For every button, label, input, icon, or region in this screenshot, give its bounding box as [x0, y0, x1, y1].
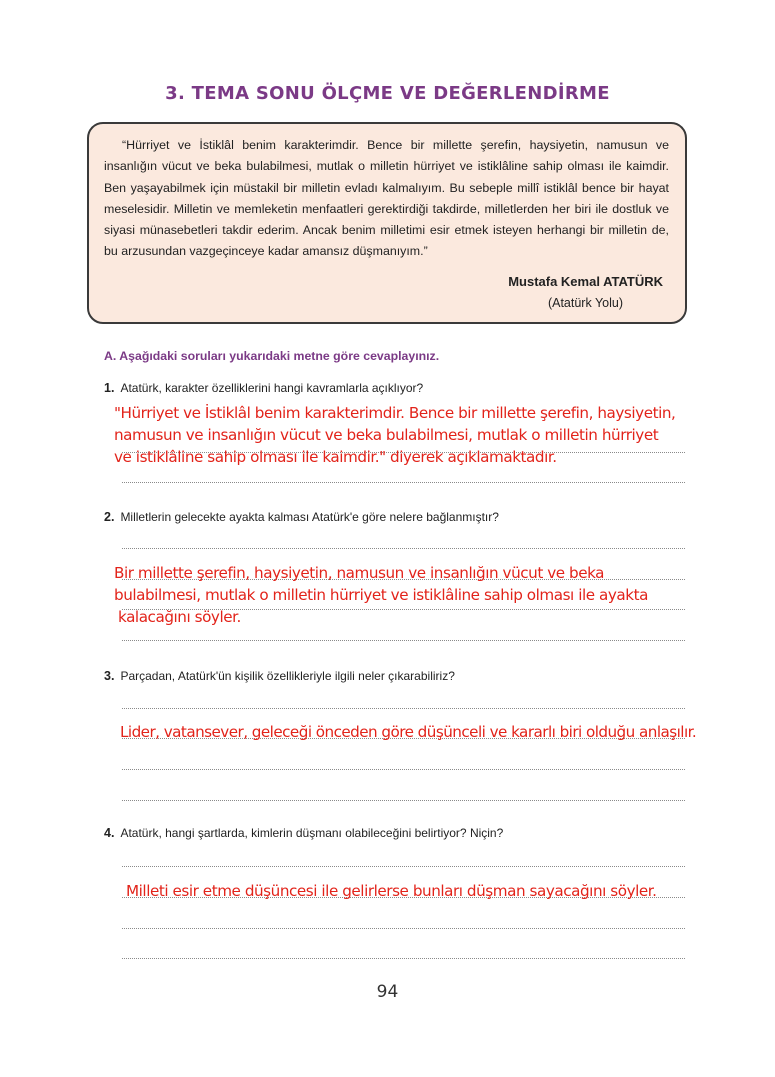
- section-heading: A. Aşağıdaki soruları yukarıdaki metne göre cevaplayınız.: [104, 349, 440, 363]
- quote-text: “Hürriyet ve İstiklâl benim karakterimdir. Bence bir millette şerefin, haysiyetin, namusun ve insanlığın vücut ve beka bulabilmesi, mutlak o milletin hürriyet ve istiklâline sahip olması ile kaimdir. Ben yaşayabilmek için müstakil bir milletin evladı kalmalıyım. Bu sebeple millî istiklâl bence bir hayat meselesidir. Milletin ve memleketin menfaatleri gerektirdiği takdirde, milletlerden her biri ile dostluk ve siyasi münasebetleri takdir ederim. Ancak benim milletimi esir etmek isteyen herhangi bir milletin de, bu arzusundan vazgeçinceye kadar amansız düşmanıyım.”: [104, 138, 669, 259]
- answer-line[interactable]: [122, 548, 685, 549]
- answer-line[interactable]: [122, 958, 685, 959]
- quote-box: [87, 122, 687, 324]
- question-number: 2.: [104, 510, 115, 524]
- answer-1: [114, 402, 675, 468]
- answer-line[interactable]: [122, 640, 685, 641]
- answer-line[interactable]: [122, 800, 685, 801]
- page-number: 94: [376, 982, 399, 1002]
- question-text: Milletlerin gelecekte ayakta kalması Atatürk'e göre nelere bağlanmıştır?: [120, 510, 499, 524]
- answer-3: [120, 721, 696, 743]
- question-text: Atatürk, hangi şartlarda, kimlerin düşmanı olabileceğini belirtiyor? Niçin?: [120, 826, 504, 840]
- quote-source: (Atatürk Yolu): [547, 296, 623, 310]
- answer-line-text: Milleti esir etme düşüncesi ile gelirlerse bunları düşman sayacağını söyler.: [126, 882, 657, 900]
- answer-line-text: Bir millette şerefin, haysiyetin, namusun ve insanlığın vücut ve beka: [114, 564, 605, 582]
- answer-line-text: Lider, vatansever, geleceği önceden göre düşünceli ve kararlı biri olduğu anlaşılır.: [120, 723, 697, 741]
- question-4: [104, 826, 503, 840]
- question-2: [104, 510, 499, 524]
- answer-line-text: "Hürriyet ve İstiklâl benim karakterimdir. Bence bir millette şerefin, haysiyetin,: [114, 404, 676, 422]
- quote-author: Mustafa Kemal ATATÜRK: [508, 274, 663, 289]
- answer-line-text: kalacağını söyler.: [118, 608, 241, 626]
- answer-line[interactable]: [122, 866, 685, 867]
- question-text: Atatürk, karakter özelliklerini hangi kavramlarla açıklıyor?: [120, 381, 424, 395]
- answer-4: [126, 880, 657, 902]
- question-1: [104, 381, 423, 395]
- question-3: [104, 669, 455, 683]
- answer-line-text: ve istiklâline sahip olması ile kaimdir." diyerek açıklamaktadır.: [114, 448, 557, 466]
- page-title: 3. TEMA SONU ÖLÇME VE DEĞERLENDİRME: [165, 83, 610, 104]
- question-number: 3.: [104, 669, 115, 683]
- question-number: 4.: [104, 826, 115, 840]
- answer-line[interactable]: [122, 482, 685, 483]
- answer-line[interactable]: [122, 928, 685, 929]
- question-number: 1.: [104, 381, 115, 395]
- answer-line-text: bulabilmesi, mutlak o milletin hürriyet ve istiklâline sahip olması ile ayakta: [114, 586, 648, 604]
- answer-line-text: namusun ve insanlığın vücut ve beka bulabilmesi, mutlak o milletin hürriyet: [114, 426, 659, 444]
- answer-line[interactable]: [122, 769, 685, 770]
- answer-2: [114, 562, 648, 628]
- answer-line[interactable]: [122, 708, 685, 709]
- question-text: Parçadan, Atatürk'ün kişilik özellikleriyle ilgili neler çıkarabiliriz?: [120, 669, 455, 683]
